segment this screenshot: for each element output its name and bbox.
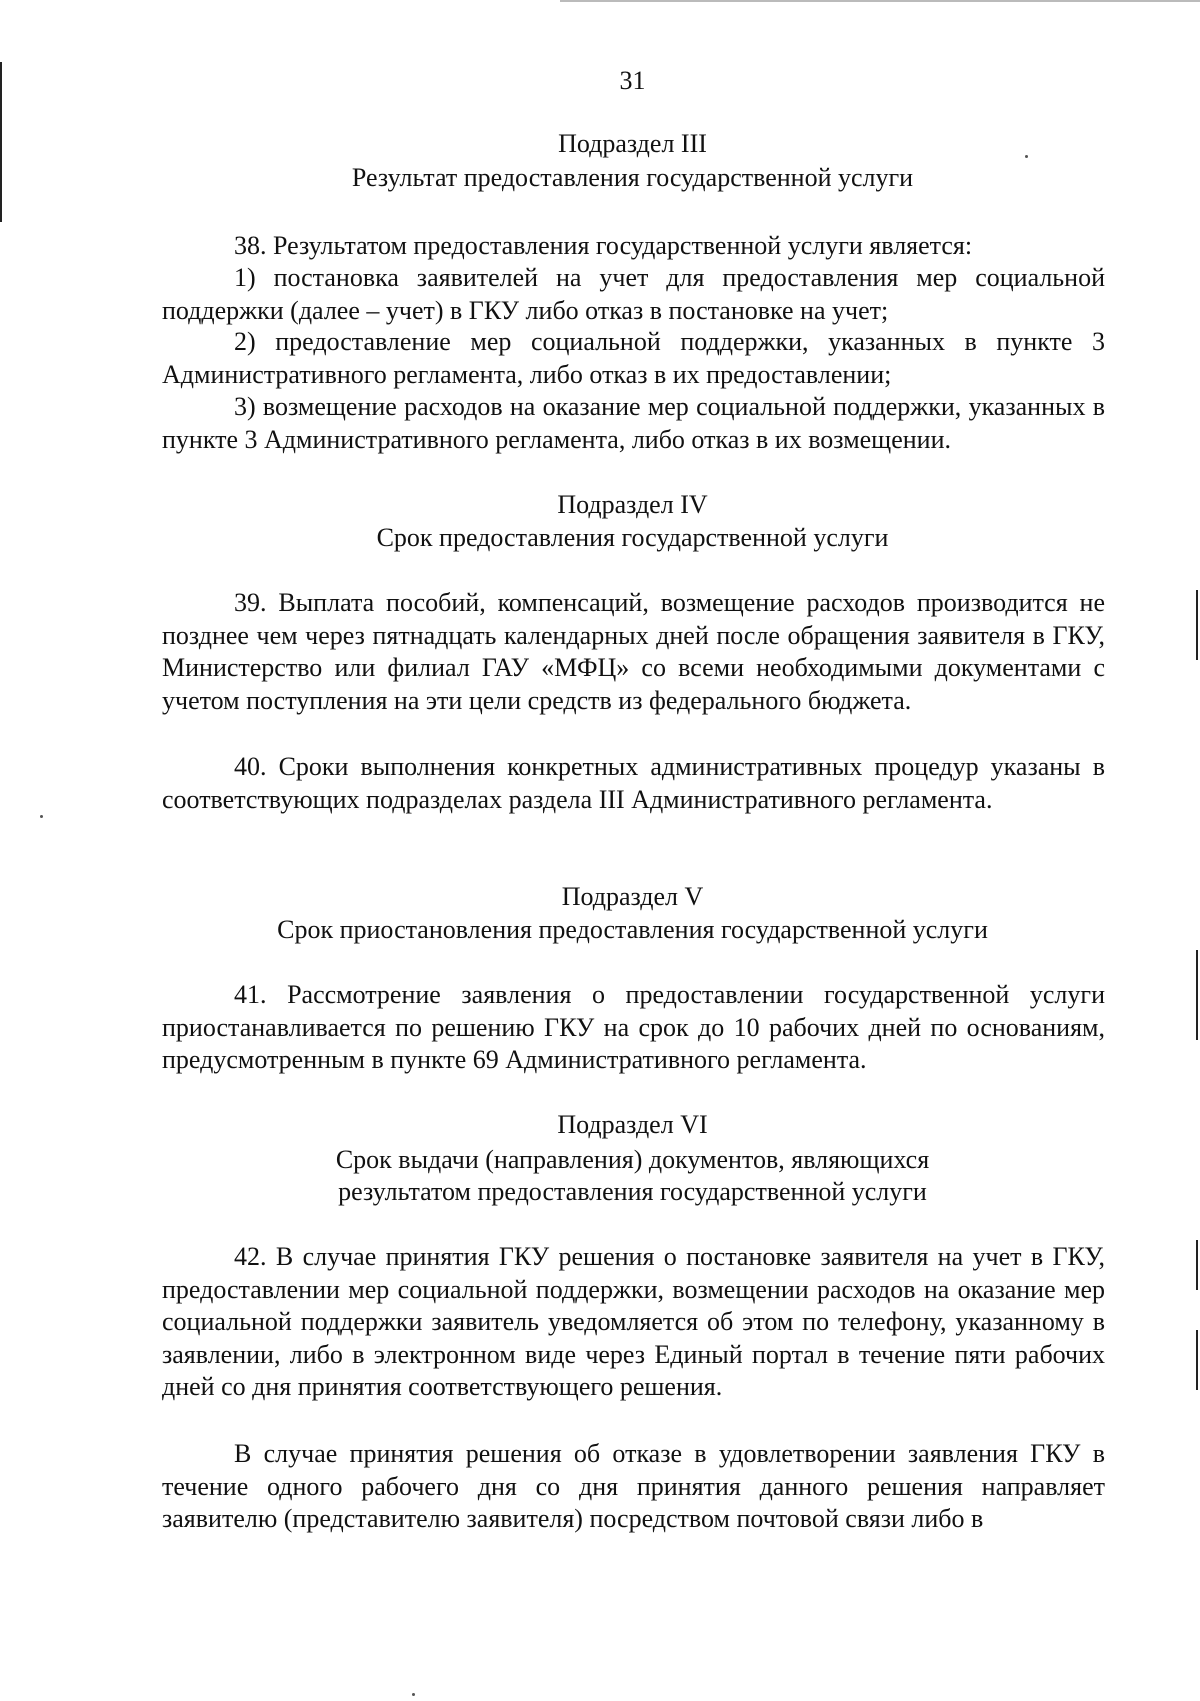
paragraph-39: 39. Выплата пособий, компенсаций, возмещение расходов производится не позднее чем через пятнадцать календарных дней после обращения заявителя в ГКУ, Министерство или филиал ГАУ «МФЦ» со всеми необходимыми документами с учетом поступления на эти цели средств из федерального бюджета.	[162, 588, 1105, 715]
subsection-title: Срок выдачи (направления) документов, являющихся	[335, 1145, 930, 1174]
scan-speck	[40, 815, 43, 818]
scan-edge-mark-right	[1196, 950, 1198, 1040]
subsection-title: Результат предоставления государственной услуги	[351, 163, 914, 192]
scan-edge-mark-right	[1196, 590, 1198, 660]
scan-edge-mark-right	[1196, 1330, 1198, 1390]
subsection-title: Срок предоставления государственной услуги	[376, 523, 889, 552]
page-number: 31	[619, 66, 646, 95]
scan-speck	[412, 1693, 415, 1696]
subsection-title: результатом предоставления государственной услуги	[338, 1177, 927, 1206]
subsection-label: Подраздел V	[561, 882, 704, 911]
subsection-label: Подраздел VI	[557, 1110, 708, 1139]
paragraph-42: 42. В случае принятия ГКУ решения о постановке заявителя на учет в ГКУ, предоставлении мер социальной поддержки, возмещении расходов на оказание мер социальной поддержки заявитель уведомляется об этом по телефону, указанному в заявлении, либо в электронном виде через Единый портал в течение пяти рабочих дней со дня принятия соответствующего решения.	[162, 1242, 1105, 1402]
scan-edge-mark-right	[1196, 1240, 1198, 1290]
paragraph-42-continued: В случае принятия решения об отказе в удовлетворении заявления ГКУ в течение одного рабочего дня со дня принятия данного решения направляет заявителю (представителю заявителя) посредством почтовой связи либо в	[162, 1439, 1105, 1534]
subsection-label: Подраздел III	[558, 129, 707, 158]
paragraph-40: 40. Сроки выполнения конкретных административных процедур указаны в соответствующих подразделах раздела III Административного регламента.	[162, 752, 1105, 814]
list-item-38-2: 2) предоставление мер социальной поддержки, указанных в пункте 3 Административного регламента, либо отказ в их предоставлении;	[162, 327, 1105, 389]
subsection-label: Подраздел IV	[557, 490, 708, 519]
subsection-title: Срок приостановления предоставления государственной услуги	[277, 915, 988, 944]
list-item-38-1: 1) постановка заявителей на учет для предоставления мер социальной поддержки (далее – учет) в ГКУ либо отказ в постановке на учет;	[162, 263, 1105, 325]
scan-border-top	[560, 0, 1200, 2]
paragraph-38: 38. Результатом предоставления государственной услуги является:	[234, 231, 973, 260]
paragraph-41: 41. Рассмотрение заявления о предоставлении государственной услуги приостанавливается по решению ГКУ на срок до 10 рабочих дней по основаниям, предусмотренным в пункте 69 Административного регламента.	[162, 980, 1105, 1075]
list-item-38-3: 3) возмещение расходов на оказание мер социальной поддержки, указанных в пункте 3 Административного регламента, либо отказ в их возмещении.	[162, 392, 1105, 454]
